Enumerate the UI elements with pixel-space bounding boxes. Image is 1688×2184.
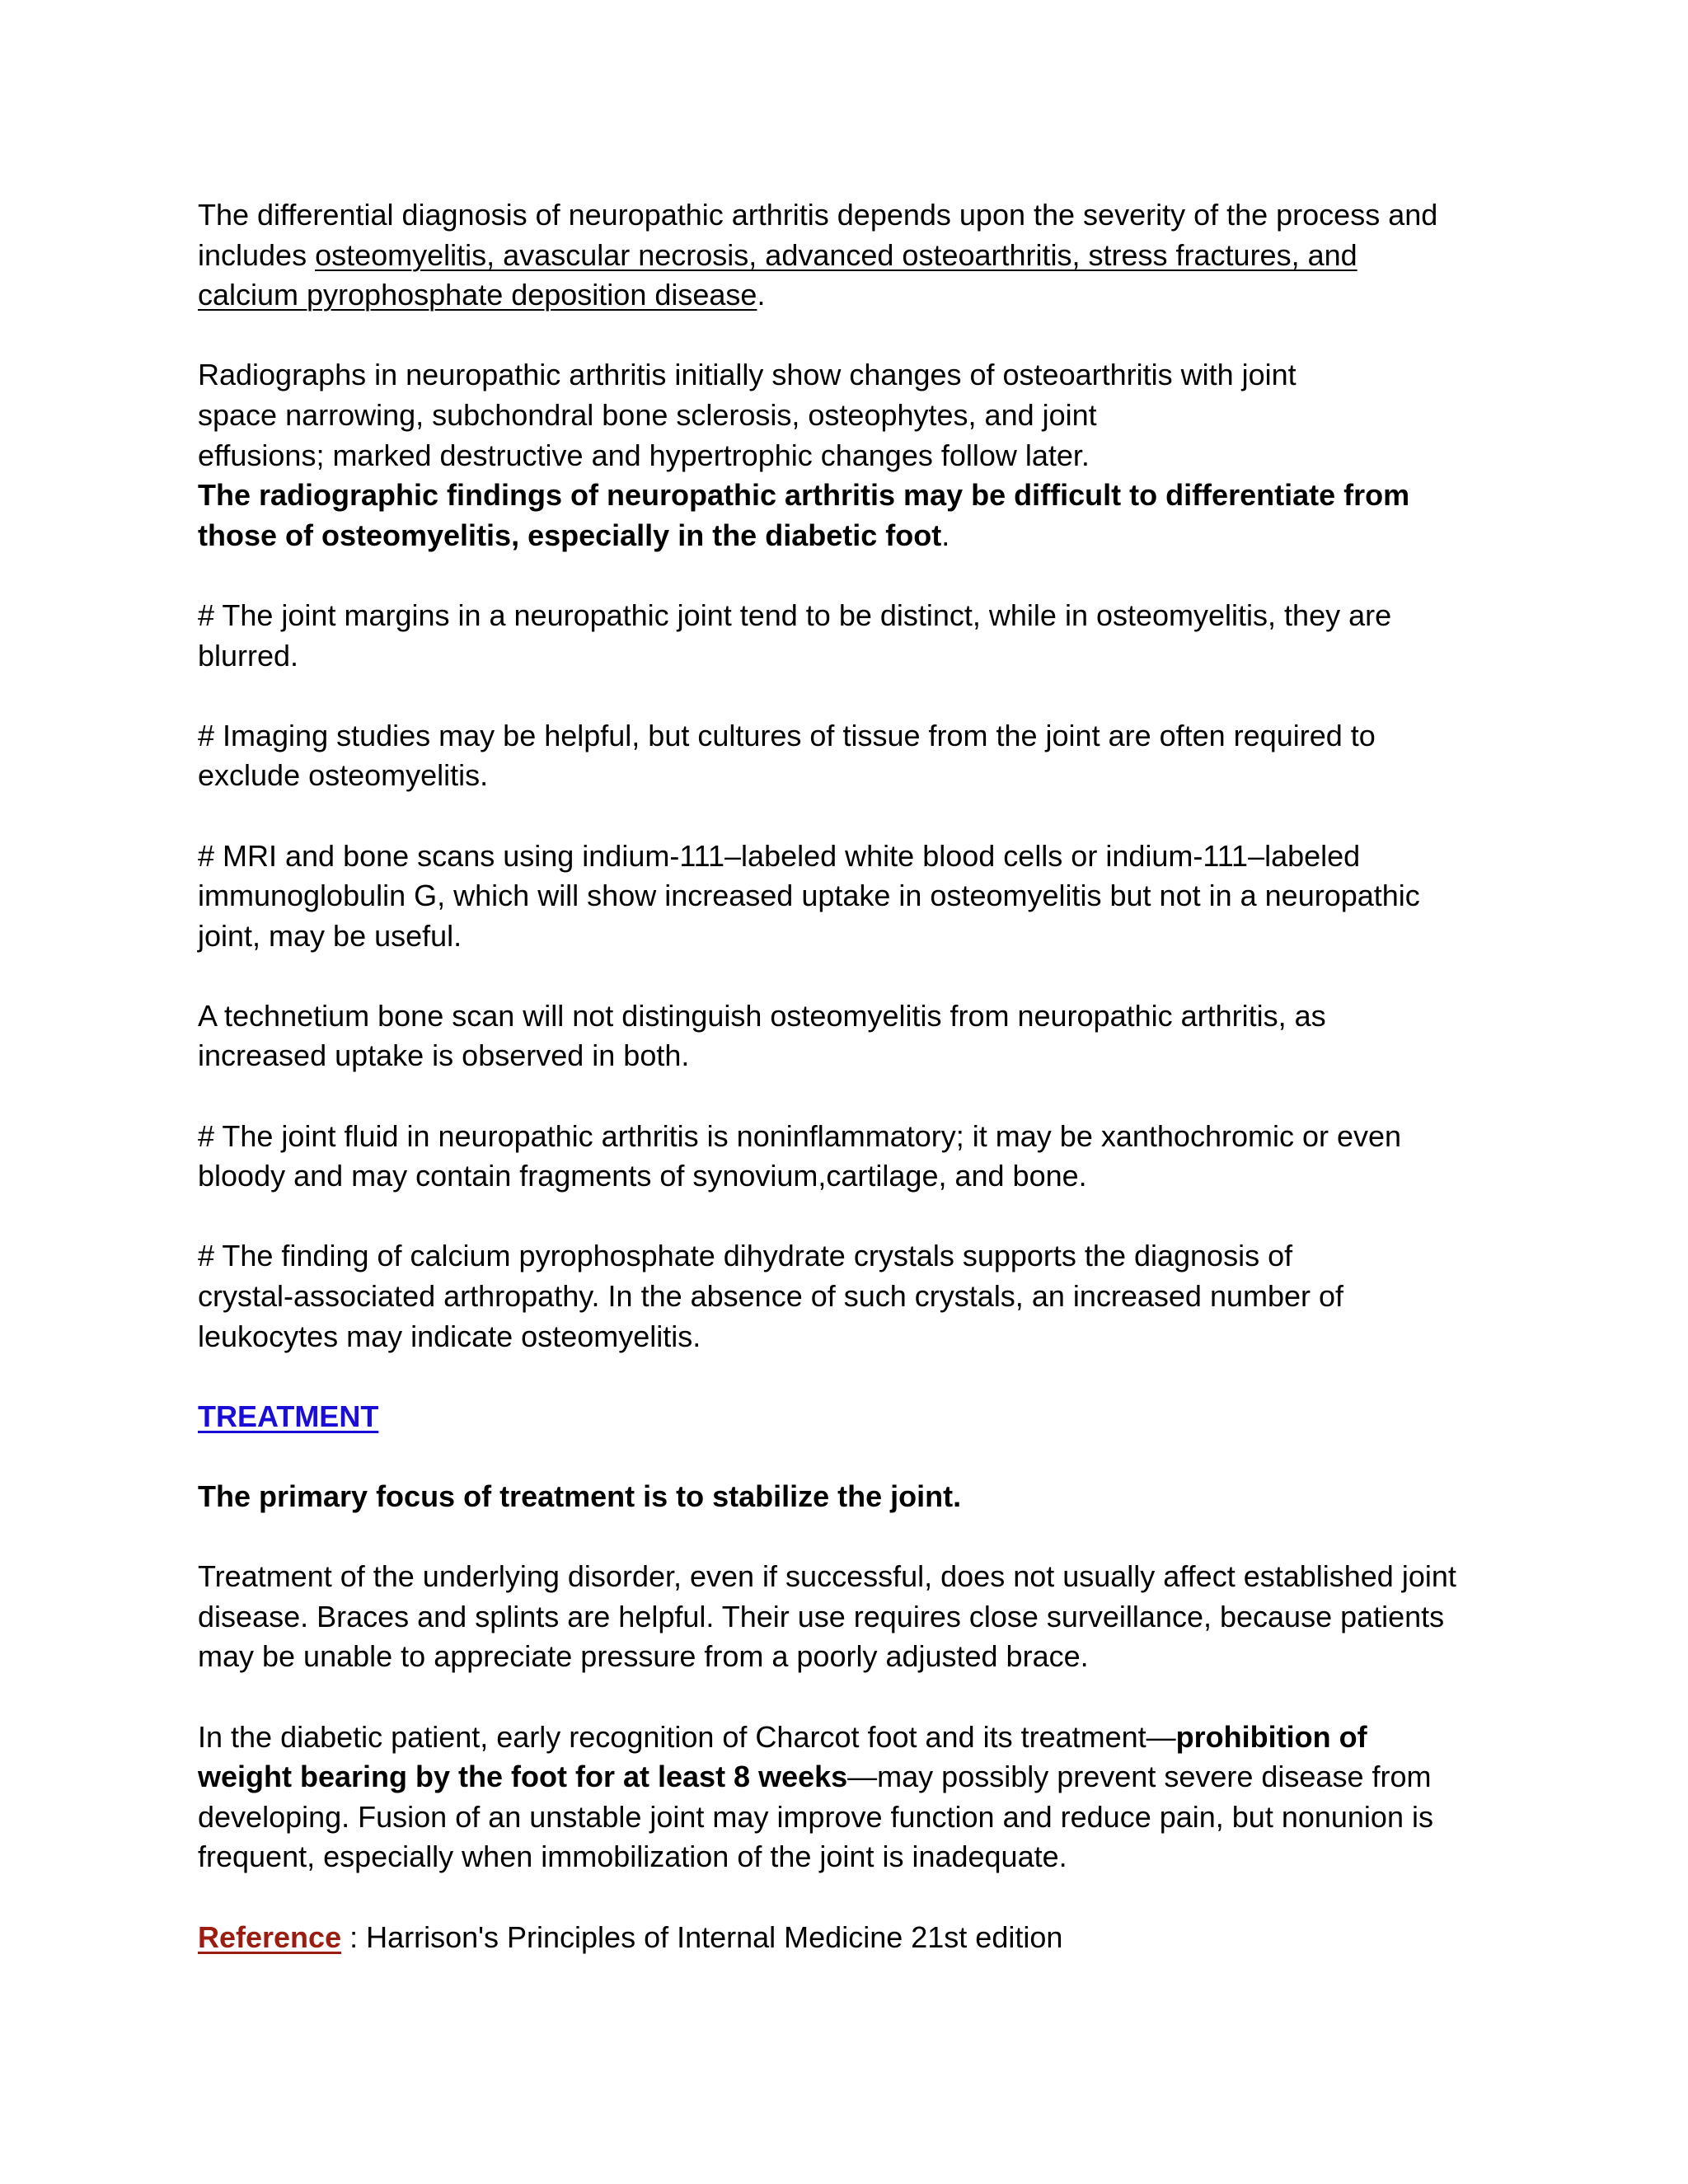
paragraph-primary-focus [198, 1477, 1517, 1517]
text-line: leukocytes may indicate osteomyelitis. [198, 1319, 701, 1353]
text-segment: . [941, 518, 950, 552]
treatment-heading-block [198, 1397, 1517, 1437]
text-line [198, 516, 1517, 556]
paragraph-joint-margins [198, 596, 1517, 676]
text-line: # Imaging studies may be helpful, but cultures of tissue from the joint are often required to [198, 718, 1376, 752]
text-segment: . [757, 278, 766, 312]
text-line: The differential diagnosis of neuropathic arthritis depends upon the severity of the process and [198, 198, 1438, 232]
text-line [198, 1757, 1517, 1797]
text-line: # The joint fluid in neuropathic arthritis is noninflammatory; it may be xanthochromic or even [198, 1118, 1402, 1153]
text-line: disease. Braces and splints are helpful. Their use requires close surveillance, because patients [198, 1599, 1445, 1633]
bold-text-line: The primary focus of treatment is to stabilize the joint. [198, 1479, 962, 1513]
reference-block [198, 1918, 1517, 1958]
text-segment: includes [198, 237, 316, 272]
treatment-heading-line [198, 1397, 1517, 1437]
paragraph-diabetic-patient [198, 1718, 1517, 1877]
text-segment: —may possibly prevent severe disease from [847, 1760, 1432, 1794]
paragraph-differential-diagnosis [198, 195, 1517, 316]
underlined-text: osteomyelitis, avascular necrosis, advanced osteoarthritis, stress fractures, and [315, 237, 1357, 272]
paragraph-crystals [198, 1236, 1517, 1357]
text-line: bloody and may contain fragments of synovium,cartilage, and bone. [198, 1159, 1087, 1193]
text-line: joint, may be useful. [198, 918, 462, 953]
bold-text: those of osteomyelitis, especially in the diabetic foot [198, 518, 942, 552]
paragraph-imaging-studies [198, 716, 1517, 796]
text-line: may be unable to appreciate pressure from a poorly adjusted brace. [198, 1639, 1089, 1674]
text-line: Radiographs in neuropathic arthritis initially show changes of osteoarthritis with joint [198, 358, 1296, 392]
text-line [198, 275, 1517, 316]
bold-text-line: The radiographic findings of neuropathic arthritis may be difficult to differentiate from [198, 478, 1410, 513]
text-line: crystal-associated arthropathy. In the absence of such crystals, an increased number of [198, 1279, 1344, 1314]
text-line: immunoglobulin G, which will show increased uptake in osteomyelitis but not in a neuropathic [198, 879, 1420, 913]
text-line: space narrowing, subchondral bone sclerosis, osteophytes, and joint [198, 397, 1097, 432]
reference-link[interactable]: Reference [198, 1919, 342, 1954]
paragraph-technetium-scan [198, 996, 1517, 1076]
document-page [198, 195, 1517, 1957]
text-line: frequent, especially when immobilization of the joint is inadequate. [198, 1840, 1067, 1874]
text-line: blurred. [198, 638, 299, 673]
text-segment: In the diabetic patient, early recognition of Charcot foot and its treatment— [198, 1719, 1176, 1754]
text-line: exclude osteomyelitis. [198, 758, 489, 793]
treatment-heading-link[interactable]: TREATMENT [198, 1399, 379, 1433]
paragraph-radiographs [198, 355, 1517, 555]
bold-text: weight bearing by the foot for at least 8 weeks [198, 1760, 848, 1794]
paragraph-joint-fluid [198, 1117, 1517, 1197]
text-line: # The joint margins in a neuropathic joint tend to be distinct, while in osteomyelitis, they are [198, 598, 1392, 632]
text-line: # MRI and bone scans using indium-111–labeled white blood cells or indium-111–labeled [198, 838, 1361, 873]
reference-line [198, 1918, 1517, 1958]
text-line: effusions; marked destructive and hypertrophic changes follow later. [198, 438, 1090, 472]
text-line: A technetium bone scan will not distinguish osteomyelitis from neuropathic arthritis, as [198, 998, 1326, 1033]
reference-text: : Harrison's Principles of Internal Medicine 21st edition [341, 1919, 1063, 1954]
paragraph-underlying-disorder [198, 1557, 1517, 1677]
text-line: increased uptake is observed in both. [198, 1038, 690, 1073]
paragraph-mri-bone-scans [198, 837, 1517, 957]
bold-text: prohibition of [1175, 1719, 1367, 1754]
underlined-text: calcium pyrophosphate deposition disease [198, 278, 757, 312]
text-line: # The finding of calcium pyrophosphate dihydrate crystals supports the diagnosis of [198, 1239, 1293, 1273]
text-line: Treatment of the underlying disorder, even if successful, does not usually affect established joint [198, 1559, 1456, 1594]
text-line [198, 236, 1517, 276]
text-line [198, 1718, 1517, 1758]
text-line: developing. Fusion of an unstable joint may improve function and reduce pain, but nonunion is [198, 1799, 1433, 1834]
